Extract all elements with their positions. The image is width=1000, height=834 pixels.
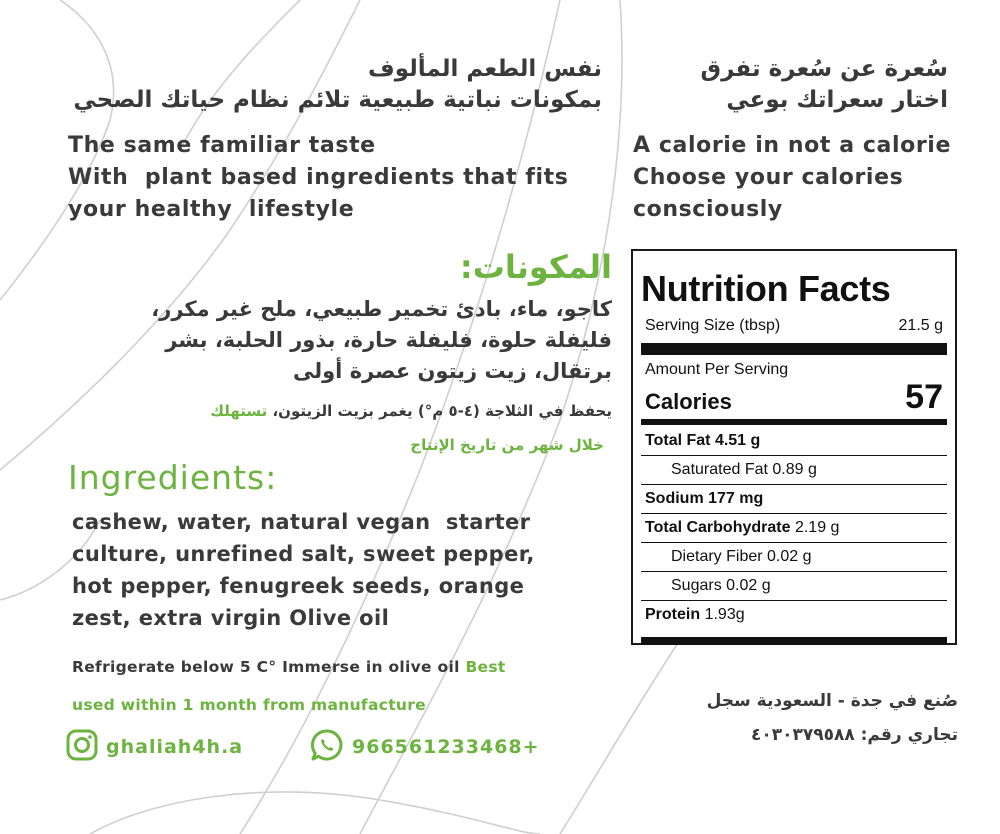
serving-size-row bbox=[641, 317, 947, 335]
carbohydrate-label: Total Carbohydrate bbox=[645, 519, 791, 536]
english-storage-text: Refrigerate below 5 C° Immerse in olive oil bbox=[72, 658, 466, 676]
serving-size-value: 21.5 g bbox=[898, 317, 943, 334]
english-storage-best: Best bbox=[465, 658, 506, 676]
english-tagline-line3: your healthy lifestyle bbox=[68, 197, 355, 222]
protein-label: Protein bbox=[645, 606, 701, 623]
calories-value: 57 bbox=[905, 378, 943, 416]
english-ingredients-line4: zest, extra virgin Olive oil bbox=[72, 606, 390, 630]
arabic-ingredients-line2: فليفلة حلوة، فليفلة حارة، بذور الحلبة، بشر bbox=[165, 328, 612, 352]
divider-bottom bbox=[641, 637, 947, 645]
whatsapp-contact[interactable] bbox=[310, 730, 540, 764]
english-ingredients-line3: hot pepper, fenugreek seeds, orange bbox=[72, 574, 525, 598]
sodium-row bbox=[641, 485, 947, 513]
english-ingredients-line2: culture, unrefined salt, sweet pepper, bbox=[72, 542, 535, 566]
calories-row bbox=[641, 379, 947, 415]
arabic-storage-month: خلال شهر من تاريخ الإنتاج bbox=[410, 436, 604, 454]
serving-size-label: Serving Size (tbsp) bbox=[645, 317, 781, 334]
english-ingredients-title: Ingredients: bbox=[68, 458, 278, 497]
arabic-calorie-line2: اختار سعراتك بوعي bbox=[726, 87, 948, 113]
english-tagline-line2: With plant based ingredients that fits bbox=[68, 165, 569, 190]
whatsapp-icon bbox=[310, 728, 344, 766]
english-tagline-taste bbox=[68, 130, 608, 226]
amount-per-serving: Amount Per Serving bbox=[645, 361, 789, 378]
arabic-tagline-line1: نفس الطعم المألوف bbox=[367, 56, 602, 82]
sugars-row: Sugars 0.02 g bbox=[671, 577, 771, 594]
arabic-ingredients-line1: كاجو، ماء، بادئ تخمير طبيعي، ملح غير مكرر، bbox=[151, 297, 612, 321]
arabic-tagline-taste bbox=[42, 54, 602, 116]
dietary-fiber-row: Dietary Fiber 0.02 g bbox=[671, 548, 812, 565]
arabic-ingredients-title: المكونات: bbox=[459, 248, 612, 286]
english-ingredients-list bbox=[72, 506, 592, 634]
divider-medium bbox=[641, 419, 947, 425]
english-calorie-line3: consciously bbox=[633, 197, 783, 222]
total-fat-value: 4.51 g bbox=[714, 432, 761, 449]
nutrition-facts-title: Nutrition Facts bbox=[641, 268, 891, 309]
nutrition-facts-panel bbox=[631, 249, 957, 645]
whatsapp-number[interactable]: 966561233468+ bbox=[352, 736, 540, 758]
arabic-storage-text: يحفظ في الثلاجة (٤-٥ م°) يغمر بزيت الزيتون، bbox=[267, 402, 612, 420]
divider-thick bbox=[641, 343, 947, 355]
english-storage-note bbox=[72, 648, 612, 724]
carbohydrate-row bbox=[641, 514, 947, 542]
arabic-tagline-line2: بمكونات نباتية طبيعية تلائم نظام حياتك الصحي bbox=[73, 87, 602, 113]
carbohydrate-value: 2.19 g bbox=[794, 519, 840, 536]
instagram-icon bbox=[66, 729, 98, 765]
english-ingredients-line1: cashew, water, natural vegan starter bbox=[72, 510, 531, 534]
protein-row bbox=[641, 601, 947, 629]
english-storage-month: used within 1 month from manufacture bbox=[72, 696, 426, 714]
sodium-value: 177 mg bbox=[708, 490, 764, 507]
manufacturing-line1: صُنع في جدة - السعودية سجل bbox=[706, 691, 958, 711]
total-fat-row bbox=[641, 427, 947, 455]
manufacturing-info bbox=[638, 684, 958, 752]
saturated-fat-row: Saturated Fat 0.89 g bbox=[671, 461, 817, 478]
instagram-contact[interactable] bbox=[66, 730, 243, 764]
manufacturing-line2: تجاري رقم: ٤٠٣٠٣٧٩٥٨٨ bbox=[750, 725, 958, 745]
instagram-handle[interactable]: ghaliah4h.a bbox=[106, 736, 244, 758]
english-tagline-calorie bbox=[633, 130, 973, 226]
arabic-calorie-line1: سُعرة عن سُعرة تفرق bbox=[700, 56, 948, 82]
english-calorie-line2: Choose your calories bbox=[633, 165, 904, 190]
sodium-label: Sodium bbox=[645, 490, 704, 507]
english-calorie-line1: A calorie in not a calorie bbox=[633, 133, 951, 158]
arabic-storage-highlight: تستهلك bbox=[210, 402, 268, 420]
arabic-storage-note bbox=[52, 400, 612, 422]
arabic-ingredients-line3: برتقال، زيت زيتون عصرة أولى bbox=[293, 359, 612, 383]
arabic-tagline-calorie bbox=[648, 54, 948, 116]
protein-value: 1.93g bbox=[704, 606, 745, 623]
calories-label: Calories bbox=[645, 389, 732, 414]
arabic-ingredients-list bbox=[52, 294, 612, 387]
english-tagline-line1: The same familiar taste bbox=[68, 133, 376, 158]
total-fat-label: Total Fat bbox=[645, 432, 711, 449]
